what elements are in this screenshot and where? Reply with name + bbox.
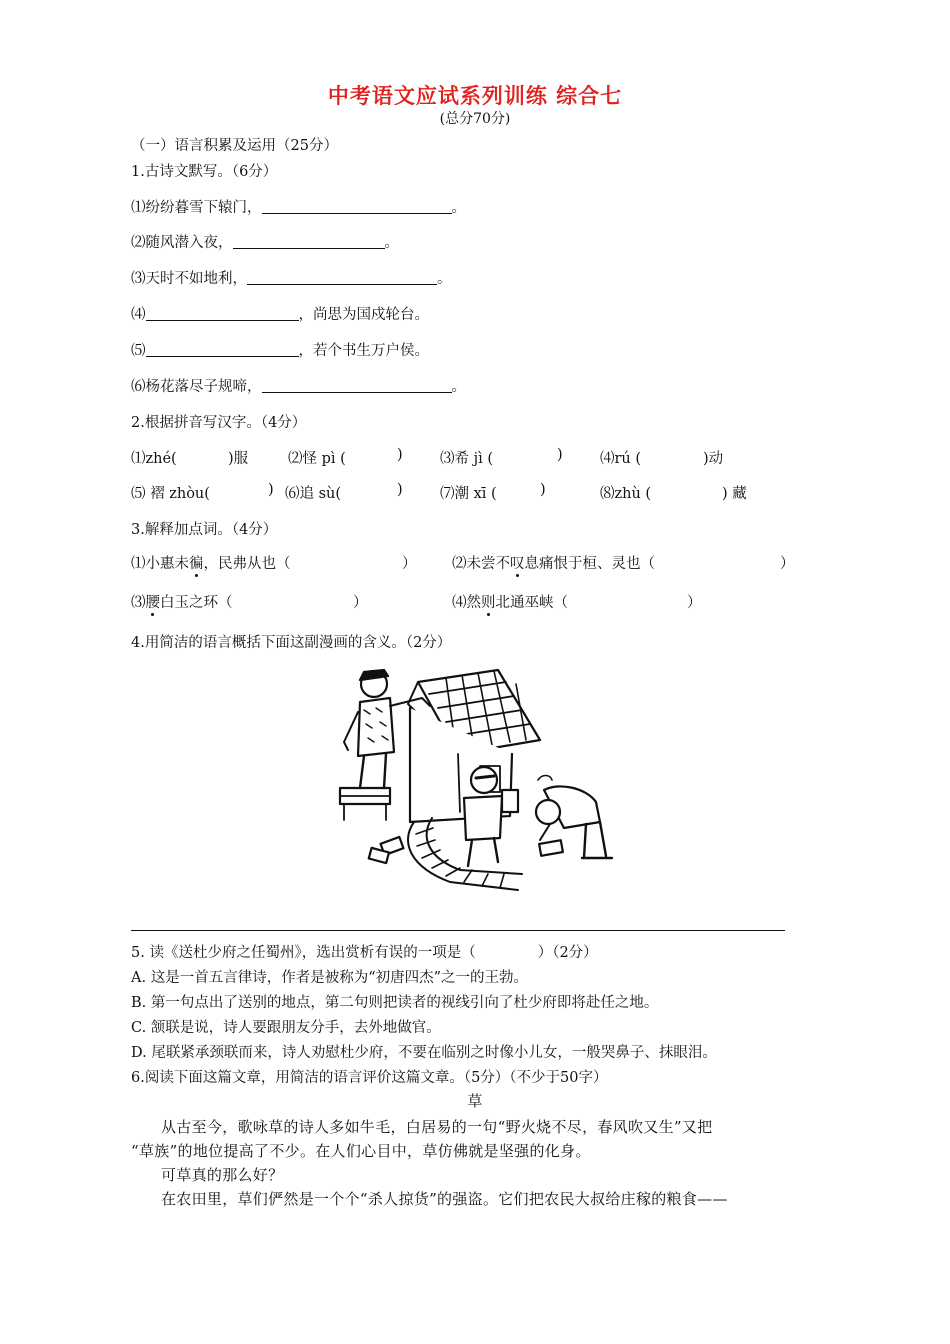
q4-stem: 4.用简洁的语言概括下面这副漫画的含义。（2分）	[131, 635, 452, 651]
essay-title: 草	[467, 1092, 483, 1110]
q1-item-6: ⑹杨花落尽子规啼， 。	[131, 379, 466, 395]
q2-item-8-open: ⑻zhù (	[600, 486, 652, 502]
q2-item-6-open: ⑹追 sù(	[285, 486, 342, 502]
q5-option-d: D. 尾联紧承颈联而来，诗人劝慰杜少府，不要在临别之时像小儿女，一般哭鼻子、抹眼泪。	[131, 1045, 717, 1061]
answer-line[interactable]	[131, 930, 785, 931]
q3-item-3-close: ）	[353, 595, 368, 611]
q3-item-4-close: ）	[687, 595, 702, 611]
q3-stem: 3.解释加点词。（4分）	[131, 522, 278, 538]
q3-item-4: ⑷然则北通巫峡（	[452, 595, 568, 611]
q2-item-7-open: ⑺潮 xī (	[440, 486, 497, 502]
q3-item-3: ⑶腰白玉之环（	[131, 595, 233, 611]
answer-blank[interactable]	[247, 270, 437, 285]
essay-paragraph-3: 在农田里，草们俨然是一个个“杀人掠货”的强盗。它们把农民大叔给庄稼的粮食——	[161, 1190, 728, 1208]
q6-stem: 6.阅读下面这篇文章，用简洁的语言评价这篇文章。（5分）（不少于50字）	[131, 1070, 608, 1086]
q3-item-1: ⑴小惠未徧，民弗从也（	[131, 556, 291, 572]
q5-stem: 5. 读《送杜少府之任蜀州》，选出赏析有误的一项是（ ）（2分）	[131, 945, 598, 961]
q2-item-4-close: )动	[703, 451, 724, 467]
essay-paragraph-1-line-1: 从古至今，歌咏草的诗人多如牛毛，白居易的一句“野火烧不尽，春风吹又生”又把	[161, 1118, 713, 1136]
q2-item-1-close: )服	[228, 451, 249, 467]
q3-item-2-close: ）	[780, 556, 795, 572]
q2-item-2-open: ⑵怪 pì (	[288, 451, 346, 467]
q1-stem: 1.古诗文默写。（6分）	[131, 164, 278, 180]
section-heading: （一）语言积累及运用（25分）	[131, 138, 338, 154]
essay-paragraph-1-line-2: “草族”的地位提高了不少。在人们心目中，草仿佛就是坚强的化身。	[131, 1142, 591, 1160]
total-score: (总分70分)	[439, 111, 511, 127]
q5-option-a: A. 这是一首五言律诗，作者是被称为“初唐四杰”之一的王勃。	[131, 970, 529, 986]
q1-item-4: ⑷ ，尚思为国戍轮台。	[131, 307, 429, 323]
q2-item-7-close: )	[540, 482, 546, 498]
q5-option-c: C. 颔联是说，诗人要跟朋友分手，去外地做官。	[131, 1020, 441, 1036]
q3-item-1-close: ）	[402, 556, 417, 572]
q2-item-6-close: )	[397, 482, 403, 498]
answer-blank[interactable]	[233, 234, 385, 249]
answer-blank[interactable]	[146, 306, 299, 321]
cartoon-illustration	[330, 662, 630, 902]
essay-paragraph-2: 可草真的那么好？	[161, 1166, 284, 1184]
page-title: 中考语文应试系列训练 综合七	[327, 83, 623, 108]
q2-item-1-open: ⑴zhé(	[131, 451, 177, 467]
q3-item-2: ⑵未尝不叹息痛恨于桓、灵也（	[452, 556, 655, 572]
q2-item-5-close: )	[268, 482, 274, 498]
q2-item-4-open: ⑷rú (	[600, 451, 642, 467]
q1-item-1: ⑴纷纷暮雪下辕门， 。	[131, 200, 466, 216]
q1-item-3: ⑶天时不如地利， 。	[131, 271, 452, 287]
q2-item-3-open: ⑶希 jì (	[440, 451, 494, 467]
q2-item-5-open: ⑸ 褶 zhòu(	[131, 486, 210, 502]
q2-stem: 2.根据拼音写汉字。（4分）	[131, 415, 307, 431]
q1-item-2: ⑵随风潜入夜， 。	[131, 235, 399, 251]
answer-blank[interactable]	[262, 378, 452, 393]
answer-blank[interactable]	[146, 342, 299, 357]
q1-item-5: ⑸ ，若个书生万户侯。	[131, 343, 429, 359]
answer-blank[interactable]	[262, 199, 452, 214]
q2-item-8-close: ) 藏	[722, 486, 747, 502]
q5-option-b: B. 第一句点出了送别的地点，第二句则把读者的视线引向了杜少府即将赴任之地。	[131, 995, 659, 1011]
q2-item-3-close: )	[557, 447, 563, 463]
q2-item-2-close: )	[397, 447, 403, 463]
